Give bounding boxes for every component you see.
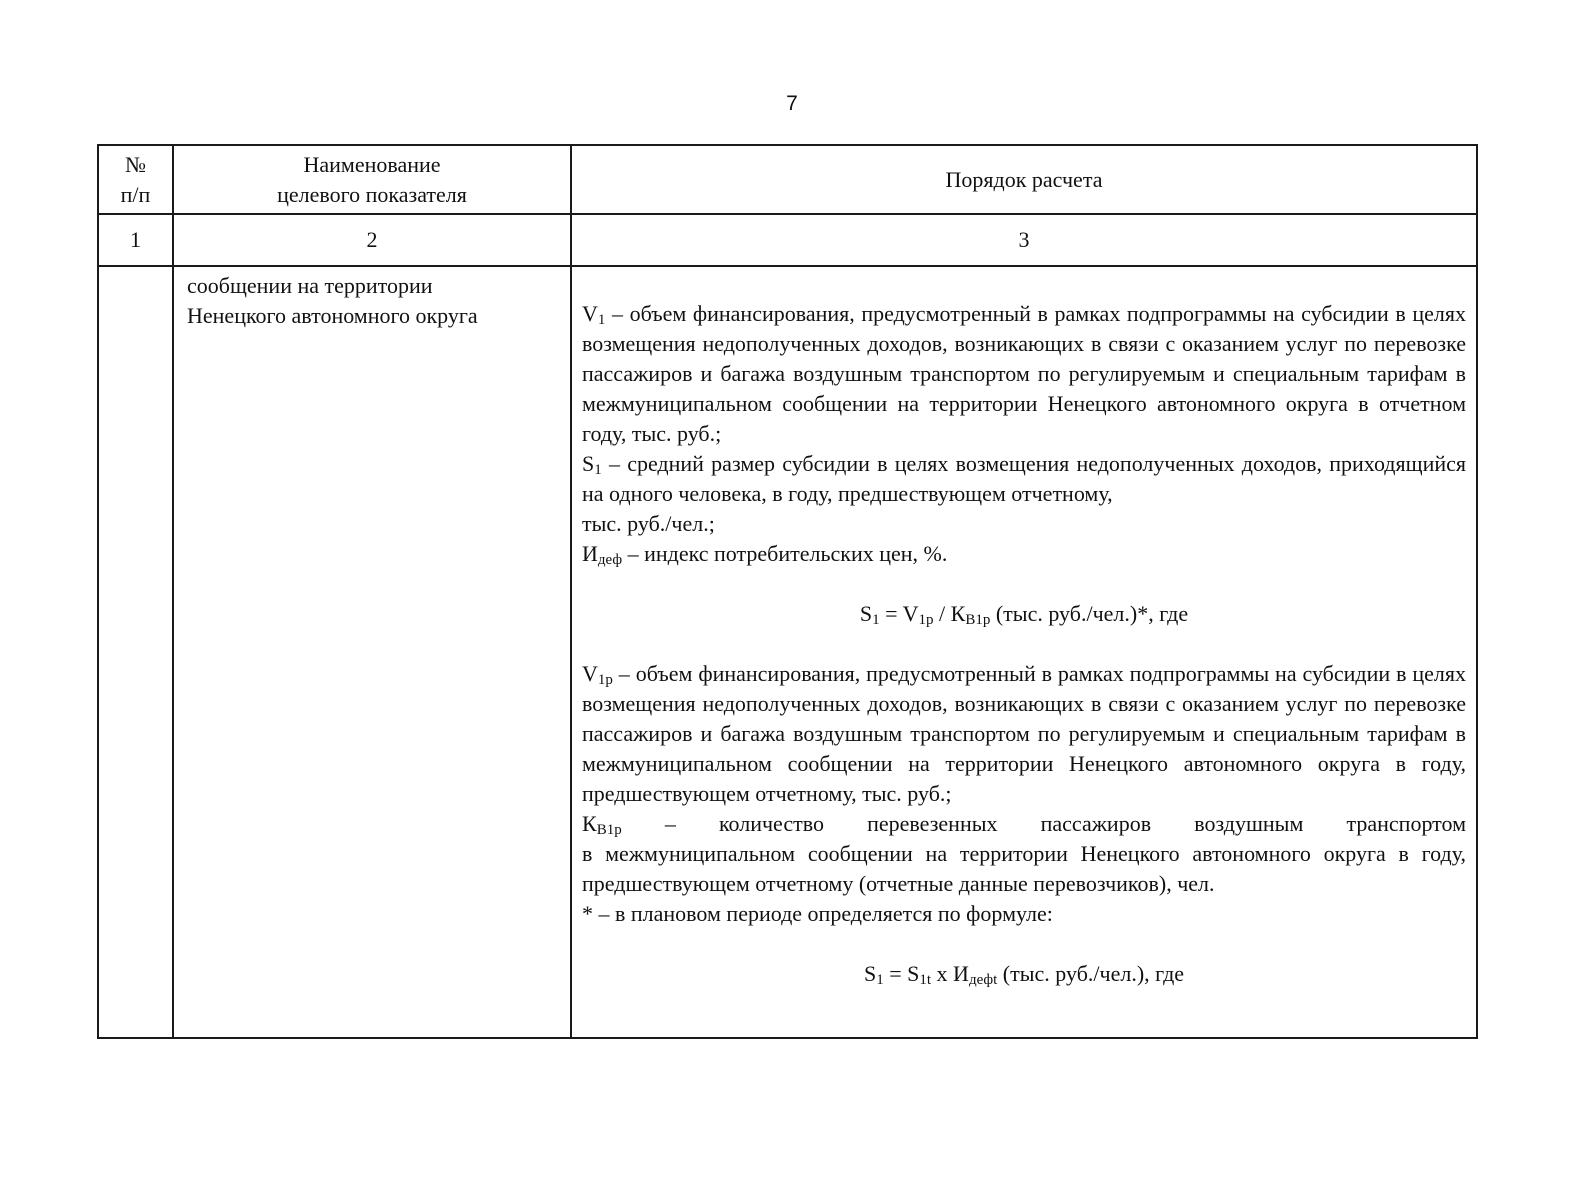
definition-kv: в межмуниципальном сообщении на территории Ненецкого автономного округа в году, предшествующем отчетному (отчетные данные перевозчиков), чел. (582, 841, 1466, 896)
column-number-2: 2 (173, 214, 571, 266)
row-number-cell (98, 266, 173, 1038)
header-indicator-name (173, 145, 571, 214)
indicator-name-line1: сообщении на территории (187, 273, 433, 298)
header-name-line1: Наименование (303, 151, 441, 177)
formula-s1-plan: $S_1 = S_{1t}$ х $И_{дефt}$ (тыс. руб./чел.), где (863, 961, 1185, 988)
definition-idef: $И_{деф}$ – индекс потребительских цен, %. (582, 541, 948, 568)
planning-note: * – в плановом периоде определяется по формуле: (582, 901, 1053, 926)
formula-s1: $S_1 = V_{1р} / К_{В1р}$ (тыс. руб./чел.)*, где (859, 601, 1189, 628)
definition-s1: $S_1$ – средний размер субсидии в целях возмещения недополученных доходов, приходящийся на одного человека, в году, предшествующем отчетному, (582, 451, 1466, 506)
definition-v1p: $V_{1р}$ – объем финансирования, предусмотренный в рамках подпрограммы на субсидии в целях возмещения недополученных доходов, возникающих в связи с оказанием услуг по перевозке пассажиров и багажа воздушным транспортом по регулируемым и специальным тарифам в межмуниципальном сообщении на территории Ненецкого автономного округа в году, предшествующем отчетному, тыс. руб.; (582, 661, 1466, 806)
indicator-table (97, 144, 1478, 1039)
column-number-1: 1 (98, 214, 173, 266)
header-number (98, 145, 173, 214)
header-number-line2: п/п (120, 181, 151, 207)
table-row (98, 266, 1477, 1038)
definition-v1: $V_1$ – объем финансирования, предусмотренный в рамках подпрограммы на субсидии в целях возмещения недополученных доходов, возникающих в связи с оказанием услуг по перевозке пассажиров и багажа воздушным транспортом по регулируемым и специальным тарифам в межмуниципальном сообщении на территории Ненецкого автономного округа в отчетном году, тыс. руб.; (582, 301, 1466, 446)
header-name-line2: целевого показателя (277, 181, 467, 207)
table-header-row (98, 145, 1477, 214)
header-calculation: Порядок расчета (571, 145, 1477, 214)
definition-s1-unit: тыс. руб./чел.; (582, 511, 715, 536)
calculation-cell (571, 266, 1477, 1038)
header-number-line1: № (125, 151, 146, 177)
column-number-3: 3 (571, 214, 1477, 266)
indicator-name-line2: Ненецкого автономного округа (187, 303, 478, 328)
column-number-row (98, 214, 1477, 266)
definition-kv-line1: $К_{В1р}$ – количество перевезенных пассажиров воздушным транспортом (582, 811, 1466, 838)
page-number: 7 (786, 92, 798, 115)
indicator-name-cell (173, 266, 571, 1038)
